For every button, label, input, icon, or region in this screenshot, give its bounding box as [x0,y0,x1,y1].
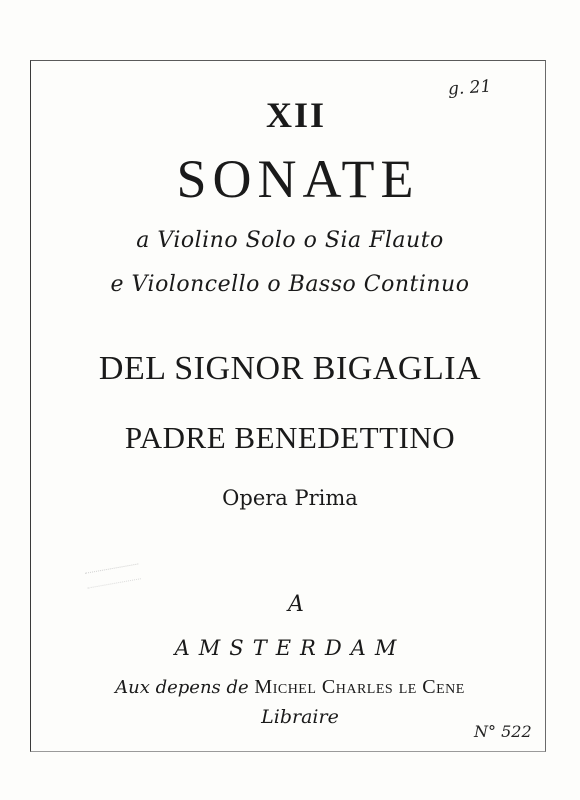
shelf-mark: g. 21 [447,76,492,100]
subtitle-line-2: e Violoncello o Basso Continuo [110,272,470,297]
composer-name: DEL SIGNOR BIGAGLIA [98,350,482,387]
imprint-city: AMSTERDAM [174,636,406,660]
libraire-text: Libraire [261,706,339,728]
opus-number: Opera Prima [222,486,358,510]
title-number: XII [265,95,327,135]
imprint-publisher-line [0,676,580,699]
plate-number: N° 522 [474,722,532,741]
aux-depens-text: Aux depens de [115,677,249,698]
subtitle-line-1: a Violino Solo o Sia Flauto [136,228,444,253]
title-word: SONATE [176,149,420,209]
composer-title: PADRE BENEDETTINO [124,420,456,455]
publisher-name: Michel Charles le Cene [254,676,465,698]
imprint-a: A [288,592,304,617]
